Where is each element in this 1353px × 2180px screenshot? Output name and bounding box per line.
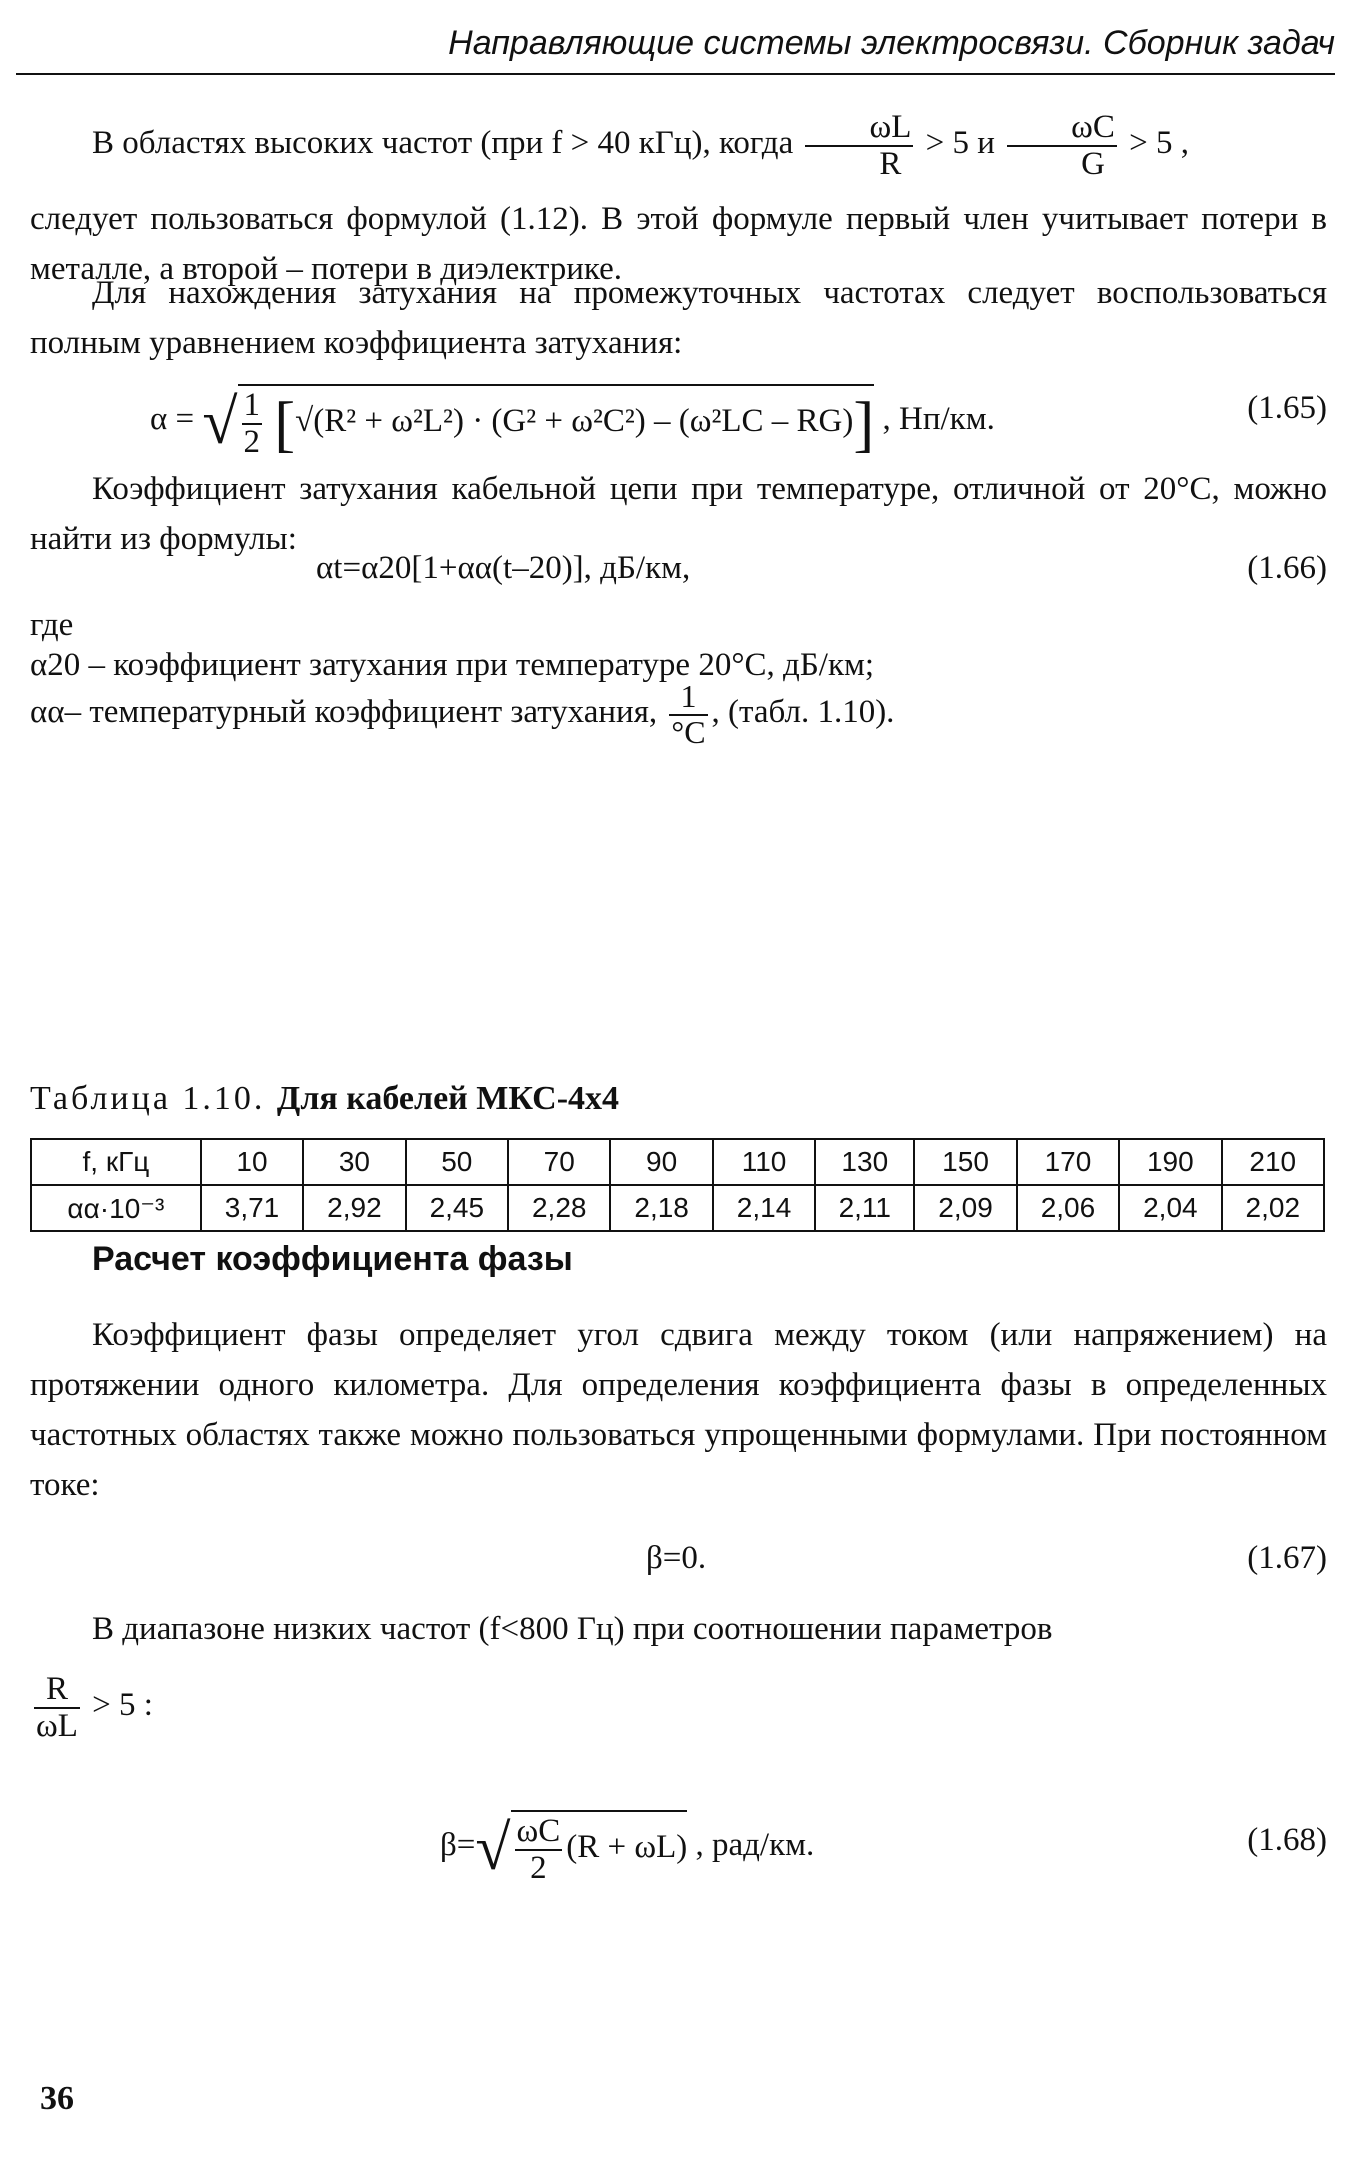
fraction-wc-g: $\frac{\omega C}{G}$ bbox=[1007, 110, 1117, 181]
equation-number-1-67: (1.67) bbox=[1247, 1540, 1327, 1576]
table-cell: 3,71 bbox=[201, 1185, 303, 1231]
table-row bbox=[31, 1139, 1324, 1185]
fraction-r-wl: $\frac{R}{\omega L}$ bbox=[36, 1671, 78, 1744]
table-row bbox=[31, 1185, 1324, 1231]
paragraph-phase: Коэффициент фазы определяет угол сдвига между током (или напряжением) на протяжении одного километра. Для определения коэффициента фазы в определенных частотных областях также можно пользоваться упрощенными формулами. При постоянном токе: bbox=[30, 1317, 1327, 1503]
para1-lead: В областях высоких частот (при f > 40 кГц), когда bbox=[92, 125, 794, 162]
equation-1-65: α = √ $\frac{1}{2}$ [√(R² + ω²L²) · (G² + ω²C²) – (ω²LC – RG)] , Нп/км. (1.65) bbox=[150, 385, 1327, 460]
fraction-one-half: $\frac{1}{2}$ bbox=[243, 387, 261, 460]
table-cell: 2,18 bbox=[610, 1185, 712, 1231]
where-label: где bbox=[30, 607, 74, 643]
table-cell: 150 bbox=[914, 1139, 1016, 1185]
paragraph-intermediate: Для нахождения затухания на промежуточных частотах следует воспользоваться полным уравнением коэффициента затухания: bbox=[30, 275, 1327, 361]
table-cell: 2,06 bbox=[1017, 1185, 1119, 1231]
table-cell: 2,04 bbox=[1119, 1185, 1221, 1231]
equation-number-1-66: (1.66) bbox=[1247, 550, 1327, 586]
table-cell: 2,11 bbox=[815, 1185, 914, 1231]
table-cell: 2,92 bbox=[303, 1185, 405, 1231]
table-cell: 2,45 bbox=[406, 1185, 508, 1231]
eq165-inner: √(R² + ω²L²) · (G² + ω²C²) – (ω²LC – RG) bbox=[295, 403, 854, 440]
table-cell: 2,02 bbox=[1222, 1185, 1324, 1231]
table-cell: 30 bbox=[303, 1139, 405, 1185]
where-item-alpha-alpha: αα– температурный коэффициент затухания, $\frac{1}{^\circ C}$ , (табл. 1.10). bbox=[30, 678, 895, 750]
section-title: Расчет коэффициента фазы bbox=[92, 1240, 573, 1278]
running-header: Направляющие системы электросвязи. Сборник задач bbox=[16, 24, 1335, 75]
paragraph-high-frequency: В областях высоких частот (при f > 40 кГц), когда $\frac{\omega L}{R}$ > 5 и $\frac{\omega C}{G}$ > 5 , bbox=[92, 109, 1190, 182]
page-number: 36 bbox=[40, 2080, 74, 2117]
table-cell: 210 bbox=[1222, 1139, 1324, 1185]
table-cell: 190 bbox=[1119, 1139, 1221, 1185]
equation-1-66 bbox=[30, 550, 1327, 600]
table-cell: 110 bbox=[713, 1139, 815, 1185]
eq166-formula: αt=α20[1+αα(t–20)], дБ/км, bbox=[316, 550, 691, 586]
paragraph-high-frequency-cont: следует пользоваться формулой (1.12). В этой формуле первый член учитывает потери в металле, а второй – потери в диэлектрике. bbox=[30, 201, 1327, 287]
fraction-one-per-degree: $\frac{1}{^\circ C}$ bbox=[671, 678, 706, 750]
equation-number-1-68: (1.68) bbox=[1247, 1822, 1327, 1858]
paragraph-low-frequency: В диапазоне низких частот (f<800 Гц) при соотношении параметров bbox=[92, 1611, 1053, 1647]
table-cell: 2,09 bbox=[914, 1185, 1016, 1231]
table-cell: 130 bbox=[815, 1139, 914, 1185]
where-item-alpha20: α20 – коэффициент затухания при температуре 20°С, дБ/км; bbox=[30, 647, 875, 683]
equation-number-1-65: (1.65) bbox=[1247, 390, 1327, 426]
table-cell: 2,28 bbox=[508, 1185, 610, 1231]
data-table bbox=[30, 1138, 1325, 1232]
equation-1-68: β=√ $\frac{\omega C}{2}$ (R + ωL) , рад/км. (1.68) bbox=[440, 1811, 1327, 1886]
paragraph-temperature: Коэффициент затухания кабельной цепи при температуре, отличной от 20°С, можно найти из формулы: bbox=[30, 471, 1327, 557]
table-cell: 90 bbox=[610, 1139, 712, 1185]
table-cell: 170 bbox=[1017, 1139, 1119, 1185]
fraction-wl-r: $\frac{\omega L}{R}$ bbox=[805, 110, 913, 181]
eq167-formula: β=0. bbox=[646, 1540, 707, 1576]
table-cell: 70 bbox=[508, 1139, 610, 1185]
table-caption: Таблица 1.10. Для кабелей МКС-4х4 bbox=[30, 1080, 620, 1117]
table-header-cell: f, кГц bbox=[31, 1139, 201, 1185]
table-cell: 50 bbox=[406, 1139, 508, 1185]
fraction-wc-2: $\frac{\omega C}{2}$ bbox=[516, 1813, 561, 1886]
table-cell: 2,14 bbox=[713, 1185, 815, 1231]
table-header-cell: αα·10⁻³ bbox=[31, 1185, 201, 1231]
condition-r-wl: $\frac{R}{\omega L}$ > 5 : bbox=[36, 1671, 153, 1744]
equation-1-67 bbox=[30, 1540, 1327, 1590]
table-cell: 10 bbox=[201, 1139, 303, 1185]
